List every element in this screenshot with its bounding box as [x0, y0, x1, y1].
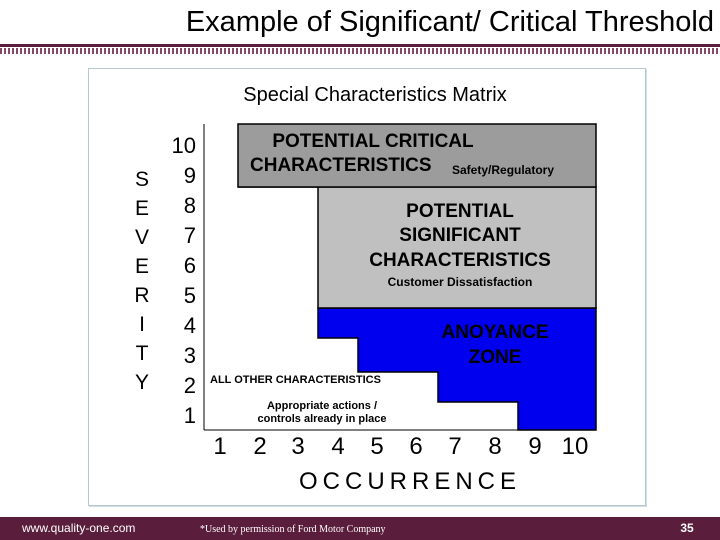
- occurrence-tick-label: 1: [213, 433, 227, 460]
- severity-tick-label: 2: [183, 373, 196, 398]
- annoyance-zone-line1: ANOYANCE: [441, 322, 549, 343]
- severity-tick-label: 5: [183, 283, 196, 308]
- severity-tick-label: 10: [171, 133, 196, 158]
- page-number: 35: [680, 521, 694, 535]
- severity-letter: E: [134, 255, 149, 278]
- severity-tick-label: 8: [183, 193, 196, 218]
- severity-tick-label: 1: [183, 403, 196, 428]
- occurrence-tick-label: 7: [448, 433, 462, 460]
- severity-letter: T: [135, 342, 149, 365]
- significant-zone-line3: CHARACTERISTICS: [369, 250, 551, 271]
- occurrence-tick-label: 9: [528, 433, 542, 460]
- severity-tick-label: 3: [183, 343, 196, 368]
- other-zone-note2: controls already in place: [257, 413, 387, 425]
- severity-letter: V: [134, 226, 149, 249]
- occurrence-tick-label: 5: [370, 433, 384, 460]
- occurrence-tick-label: 2: [253, 433, 267, 460]
- annoyance-zone-line2: ZONE: [468, 347, 522, 368]
- severity-tick-label: 6: [183, 253, 196, 278]
- significant-zone-line1: POTENTIAL: [406, 201, 514, 222]
- occurrence-axis-label: OCCURRENCE: [298, 468, 521, 495]
- significant-zone-line2: SIGNIFICANT: [399, 225, 521, 246]
- occurrence-tick-label: 3: [291, 433, 305, 460]
- severity-letter: R: [134, 284, 150, 307]
- critical-zone-line1: POTENTIAL CRITICAL: [272, 131, 474, 152]
- occurrence-tick-label: 8: [488, 433, 502, 460]
- occurrence-tick-label: 4: [331, 433, 345, 460]
- severity-letter: Y: [134, 371, 149, 394]
- slide-title: Example of Significant/ Critical Threshold: [185, 6, 714, 38]
- severity-letter: I: [139, 313, 145, 336]
- occurrence-tick-label: 6: [409, 433, 423, 460]
- severity-tick-label: 9: [183, 163, 196, 188]
- critical-zone-note: Safety/Regulatory: [452, 163, 555, 177]
- matrix-title: Special Characteristics Matrix: [243, 84, 507, 106]
- critical-zone-line2: CHARACTERISTICS: [250, 155, 432, 176]
- other-zone-label: ALL OTHER CHARACTERISTICS: [210, 374, 381, 386]
- severity-letter: E: [134, 197, 149, 220]
- occurrence-tick-label: 10: [561, 433, 589, 460]
- severity-letter: S: [134, 168, 149, 191]
- severity-tick-label: 4: [183, 313, 196, 338]
- other-zone-note1: Appropriate actions /: [266, 400, 378, 412]
- severity-tick-label: 7: [183, 223, 196, 248]
- footer-website: www.quality-one.com: [22, 521, 136, 535]
- significant-zone-note: Customer Dissatisfaction: [387, 275, 533, 289]
- footer-credit: *Used by permission of Ford Motor Company: [200, 524, 386, 535]
